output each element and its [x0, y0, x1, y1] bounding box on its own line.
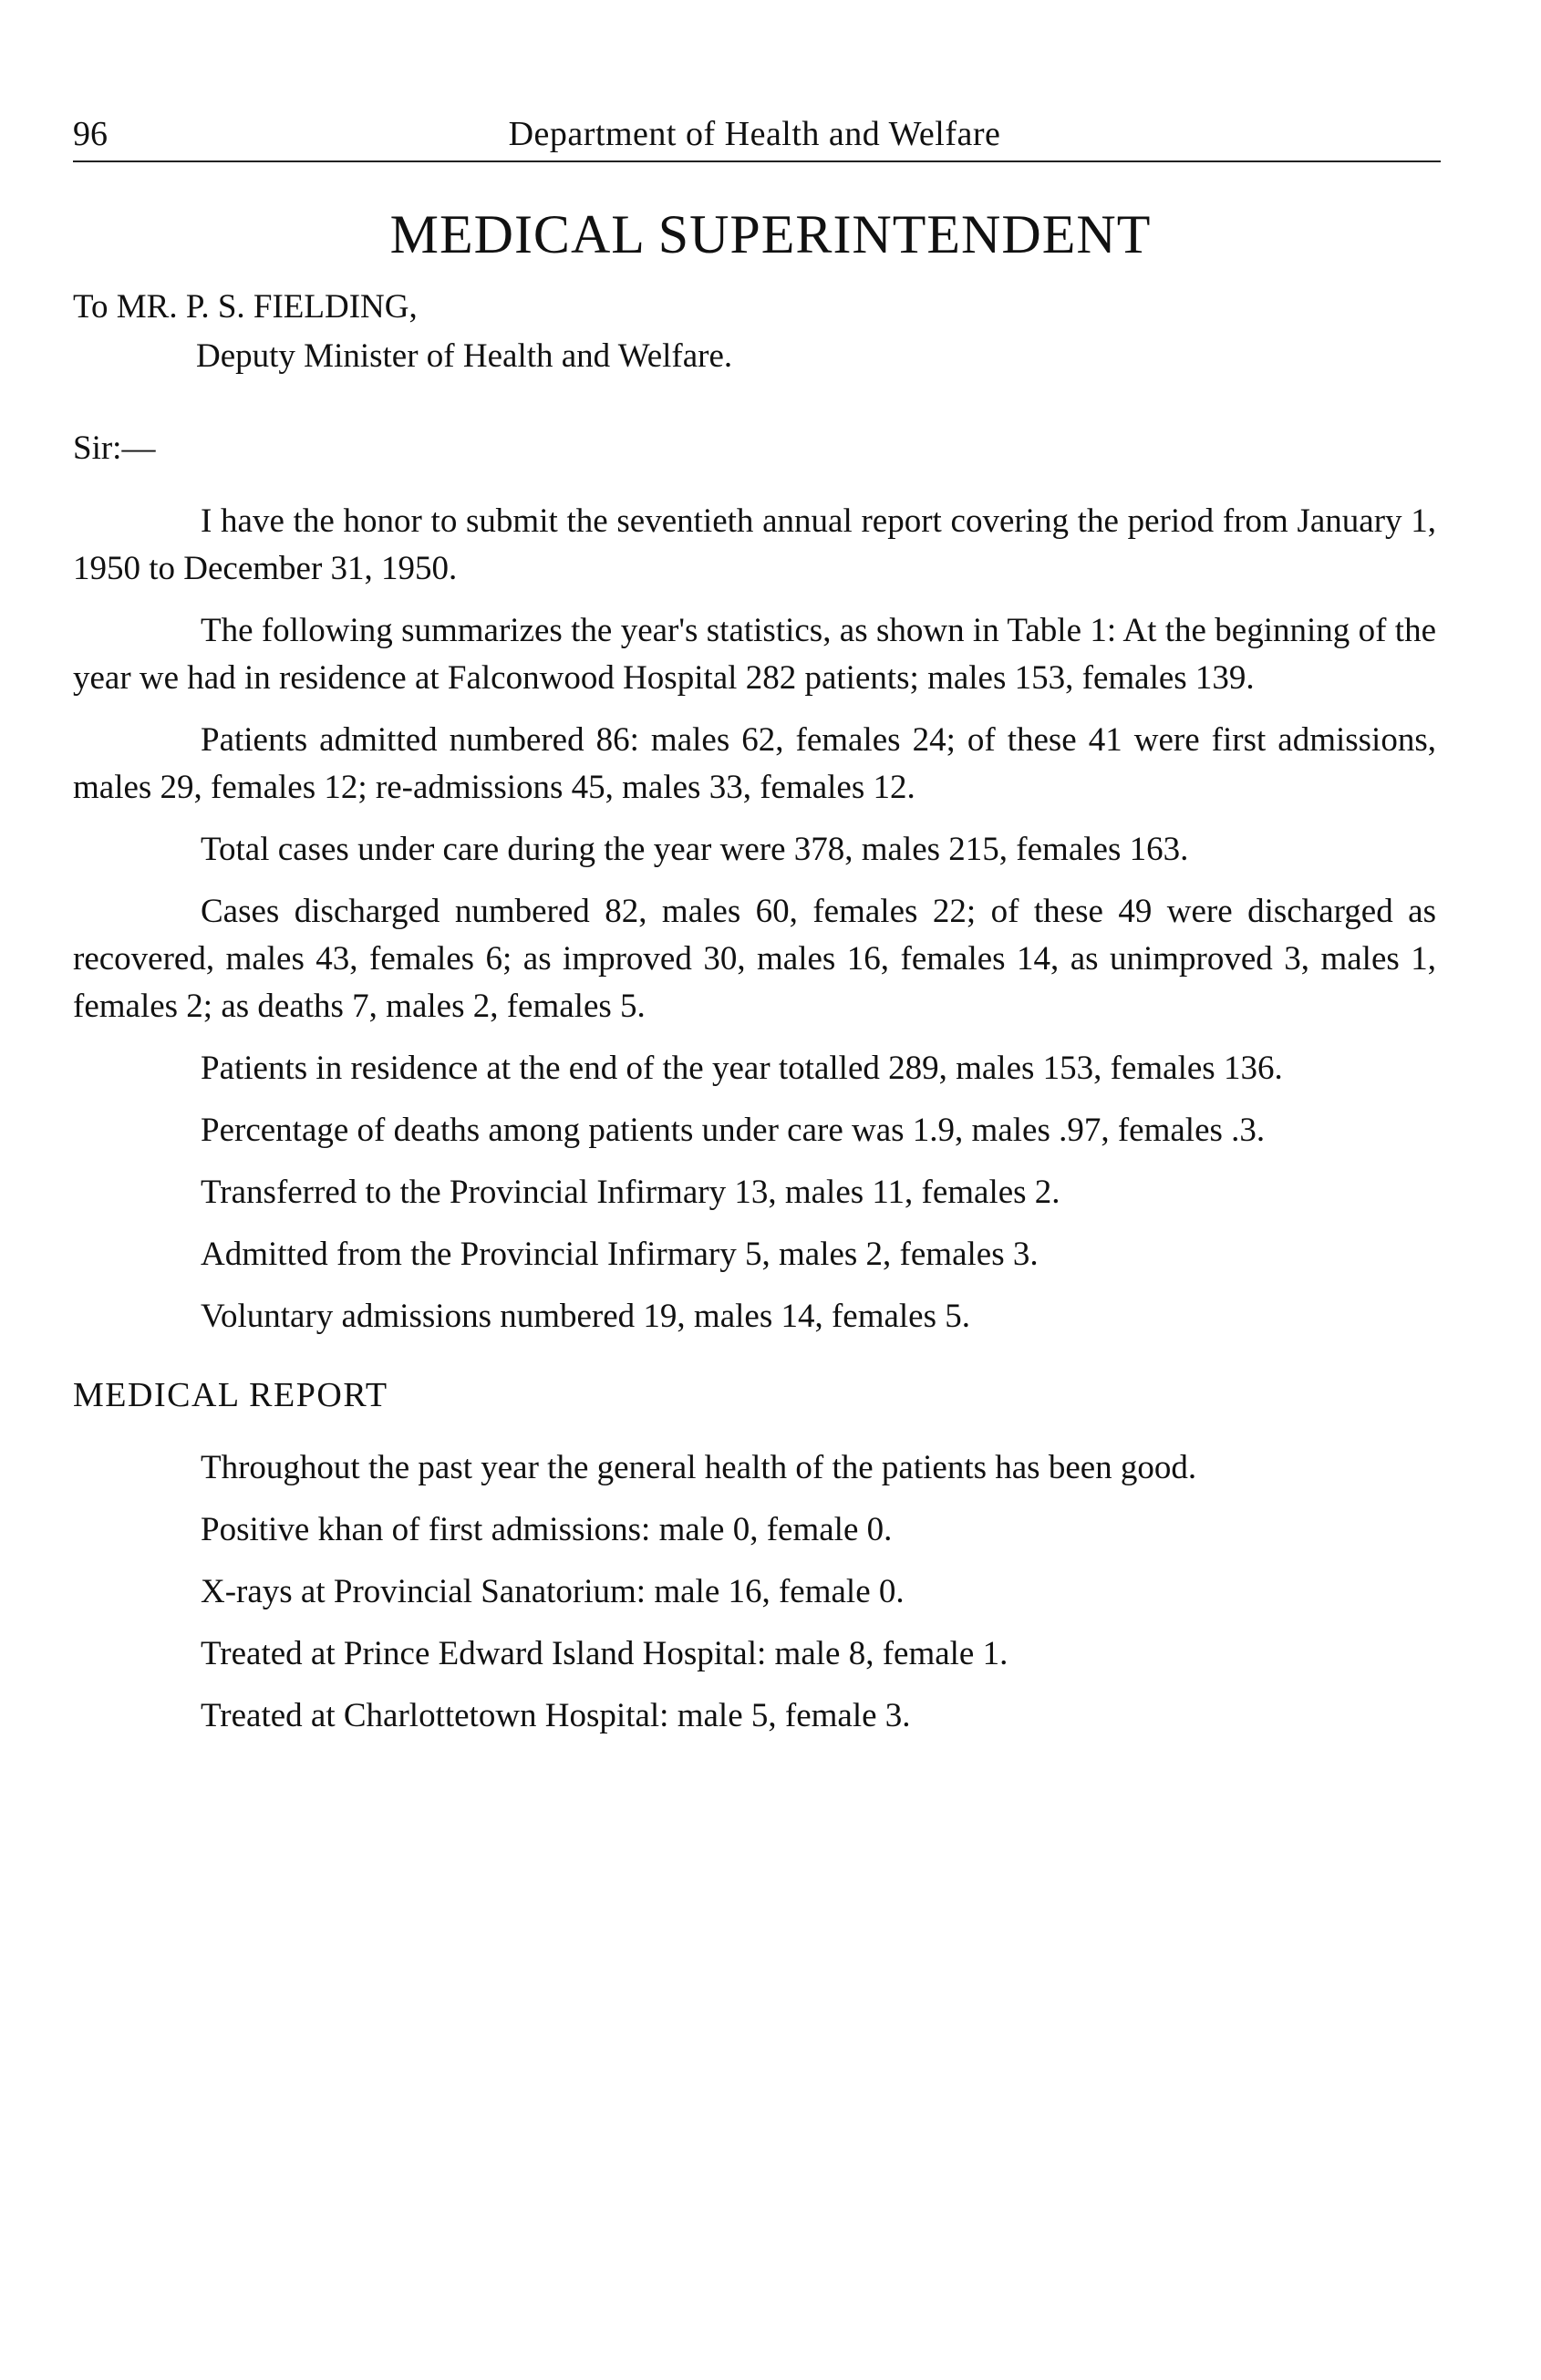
- header-rule: [73, 160, 1441, 162]
- paragraph-total-cases: Total cases under care during the year were 378, males 215, females 163.: [201, 831, 1189, 868]
- addressee-position: Deputy Minister of Health and Welfare.: [196, 337, 733, 375]
- paragraph-admitted-infirmary: Admitted from the Provincial Infirmary 5, males 2, females 3.: [201, 1236, 1039, 1273]
- paragraph-voluntary: Voluntary admissions numbered 19, males 14, females 5.: [201, 1298, 971, 1335]
- paragraph-khan: Positive khan of first admissions: male 0, female 0.: [201, 1511, 893, 1548]
- running-head-title: Department of Health and Welfare: [508, 115, 1001, 153]
- page-number: 96: [73, 115, 108, 153]
- paragraph-general-health: Throughout the past year the general health of the patients has been good.: [201, 1449, 1197, 1486]
- running-head: [73, 108, 1436, 160]
- paragraph-summary: The following summarizes the year's statistics, as shown in Table 1: At the beginning of the year we had in residence at Falconwood Hospital 282 patients; males 153, females 139.: [73, 612, 1436, 697]
- report-body: [73, 498, 1436, 1754]
- paragraph-charlottetown-hospital: Treated at Charlottetown Hospital: male 5, female 3.: [201, 1697, 911, 1734]
- addressee-block: [73, 283, 732, 381]
- paragraph-death-percentage: Percentage of deaths among patients under care was 1.9, males .97, females .3.: [201, 1112, 1266, 1149]
- salutation: Sir:—: [73, 429, 156, 467]
- paragraph-transferred: Transferred to the Provincial Infirmary 13, males 11, females 2.: [201, 1174, 1060, 1211]
- paragraph-xrays: X-rays at Provincial Sanatorium: male 16, female 0.: [201, 1573, 905, 1610]
- medical-report-heading: MEDICAL REPORT: [73, 1376, 388, 1414]
- paragraph-intro: I have the honor to submit the seventieth annual report covering the period from January 1, 1950 to December 31, 1950.: [73, 502, 1436, 587]
- paragraph-pei-hospital: Treated at Prince Edward Island Hospital: male 8, female 1.: [201, 1635, 1008, 1672]
- page-title: MEDICAL SUPERINTENDENT: [389, 204, 1152, 264]
- paragraph-residence-end: Patients in residence at the end of the year totalled 289, males 153, females 136.: [201, 1050, 1283, 1087]
- addressee-name: To MR. P. S. FIELDING,: [73, 288, 418, 326]
- paragraph-admissions: Patients admitted numbered 86: males 62, females 24; of these 41 were first admissions, males 29, females 12; re-admissions 45, males 33, females 12.: [73, 721, 1436, 806]
- paragraph-discharges: Cases discharged numbered 82, males 60, females 22; of these 49 were discharged as recovered, males 43, females 6; as improved 30, males 16, females 14, as unimproved 3, males 1, females 2; as deaths 7, males 2, females 5.: [73, 893, 1436, 1025]
